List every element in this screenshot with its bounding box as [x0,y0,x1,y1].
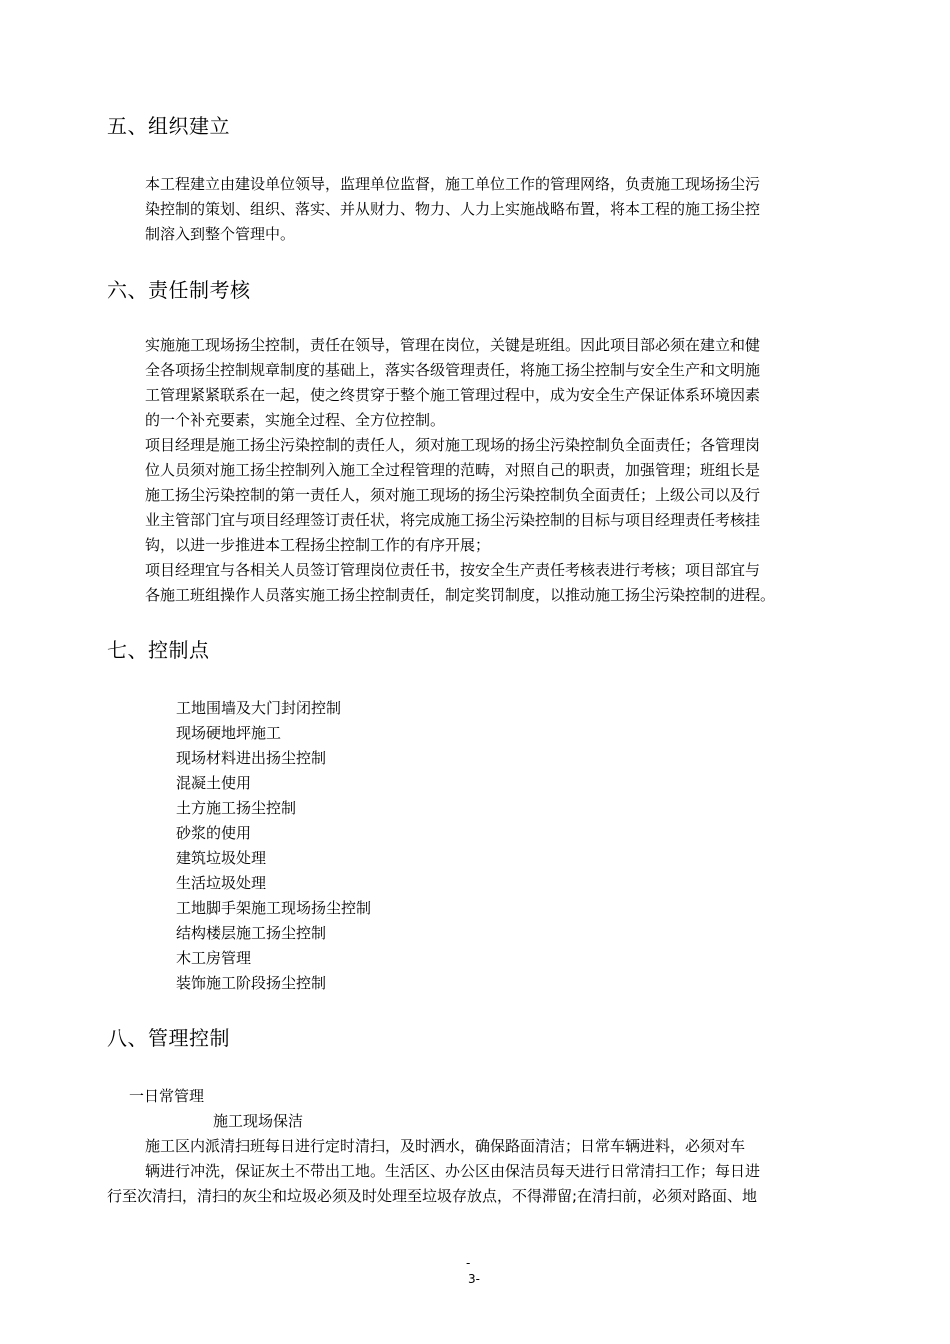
list-item: 工地脚手架施工现场扬尘控制 [176,899,372,917]
text-line: 项目经理宜与各相关人员签订管理岗位责任书，按安全生产责任考核表进行考核；项目部宜与 [145,561,761,579]
section-heading-5: 五、组织建立 [107,114,230,138]
text-line: 各施工班组操作人员落实施工扬尘控制责任，制定奖罚制度，以推动施工扬尘污染控制的进程。 [145,586,776,604]
text-line: 钩，以进一步推进本工程扬尘控制工作的有序开展； [145,536,491,554]
list-item: 木工房管理 [176,949,252,967]
list-item: 建筑垃圾处理 [176,849,267,867]
page-number-dash: - [466,1256,471,1270]
section-5-paragraph [145,172,845,247]
list-item: 土方施工扬尘控制 [176,799,297,817]
text-line: 业主管部门宜与项目经理签订责任状，将完成施工扬尘污染控制的目标与项目经理责任考核挂 [145,511,761,529]
list-item: 工地围墙及大门封闭控制 [176,699,342,717]
text-line: 行至次清扫，清扫的灰尘和垃圾必须及时处理至垃圾存放点，不得滞留;在清扫前，必须对路面、地 [107,1187,758,1205]
text-line: 制溶入到整个管理中。 [145,225,296,243]
text-line: 染控制的策划、组织、落实、并从财力、物力、人力上实施战略布置，将本工程的施工扬尘控 [145,200,761,218]
section-6-paragraph [145,333,845,608]
section-heading-7: 七、控制点 [107,638,210,662]
list-item: 砂浆的使用 [176,824,252,842]
list-item: 生活垃圾处理 [176,874,267,892]
list-item: 混凝土使用 [176,774,252,792]
text-line: 施工扬尘污染控制的第一责任人，须对施工现场的扬尘污染控制负全面责任；上级公司以及行 [145,486,761,504]
text-line: 工管理紧紧联系在一起，使之终贯穿于整个施工管理过程中，成为安全生产保证体系环境因素 [145,386,761,404]
text-line: 施工区内派清扫班每日进行定时清扫，及时洒水，确保路面清洁；日常车辆进料，必须对车 [145,1137,746,1155]
text-line: 辆进行冲洗，保证灰土不带出工地。生活区、办公区由保洁员每天进行日常清扫工作；每日进 [145,1162,761,1180]
text-line: 全各项扬尘控制规章制度的基础上，落实各级管理责任，将施工扬尘控制与安全生产和文明施 [145,361,761,379]
section-heading-8: 八、管理控制 [107,1026,230,1050]
list-item: 现场材料进出扬尘控制 [176,749,327,767]
page-number: 3- [468,1272,480,1286]
list-item: 装饰施工阶段扬尘控制 [176,974,327,992]
subsection-heading: 一日常管理 [129,1087,205,1105]
text-line: 的一个补充要素，实施全过程、全方位控制。 [145,411,446,429]
text-line: 实施施工现场扬尘控制，责任在领导，管理在岗位，关键是班组。因此项目部必须在建立和健 [145,336,761,354]
subsection-title: 施工现场保洁 [213,1112,304,1130]
list-item: 结构楼层施工扬尘控制 [176,924,327,942]
list-item: 现场硬地坪施工 [176,724,282,742]
control-points-list [176,696,371,996]
text-line: 本工程建立由建设单位领导，监理单位监督，施工单位工作的管理网络，负责施工现场扬尘污 [145,175,761,193]
section-heading-6: 六、责任制考核 [107,278,251,302]
text-line: 项目经理是施工扬尘污染控制的责任人，须对施工现场的扬尘污染控制负全面责任；各管理岗 [145,436,761,454]
text-line: 位人员须对施工扬尘控制列入施工全过程管理的范畴，对照自己的职责，加强管理；班组长是 [145,461,761,479]
